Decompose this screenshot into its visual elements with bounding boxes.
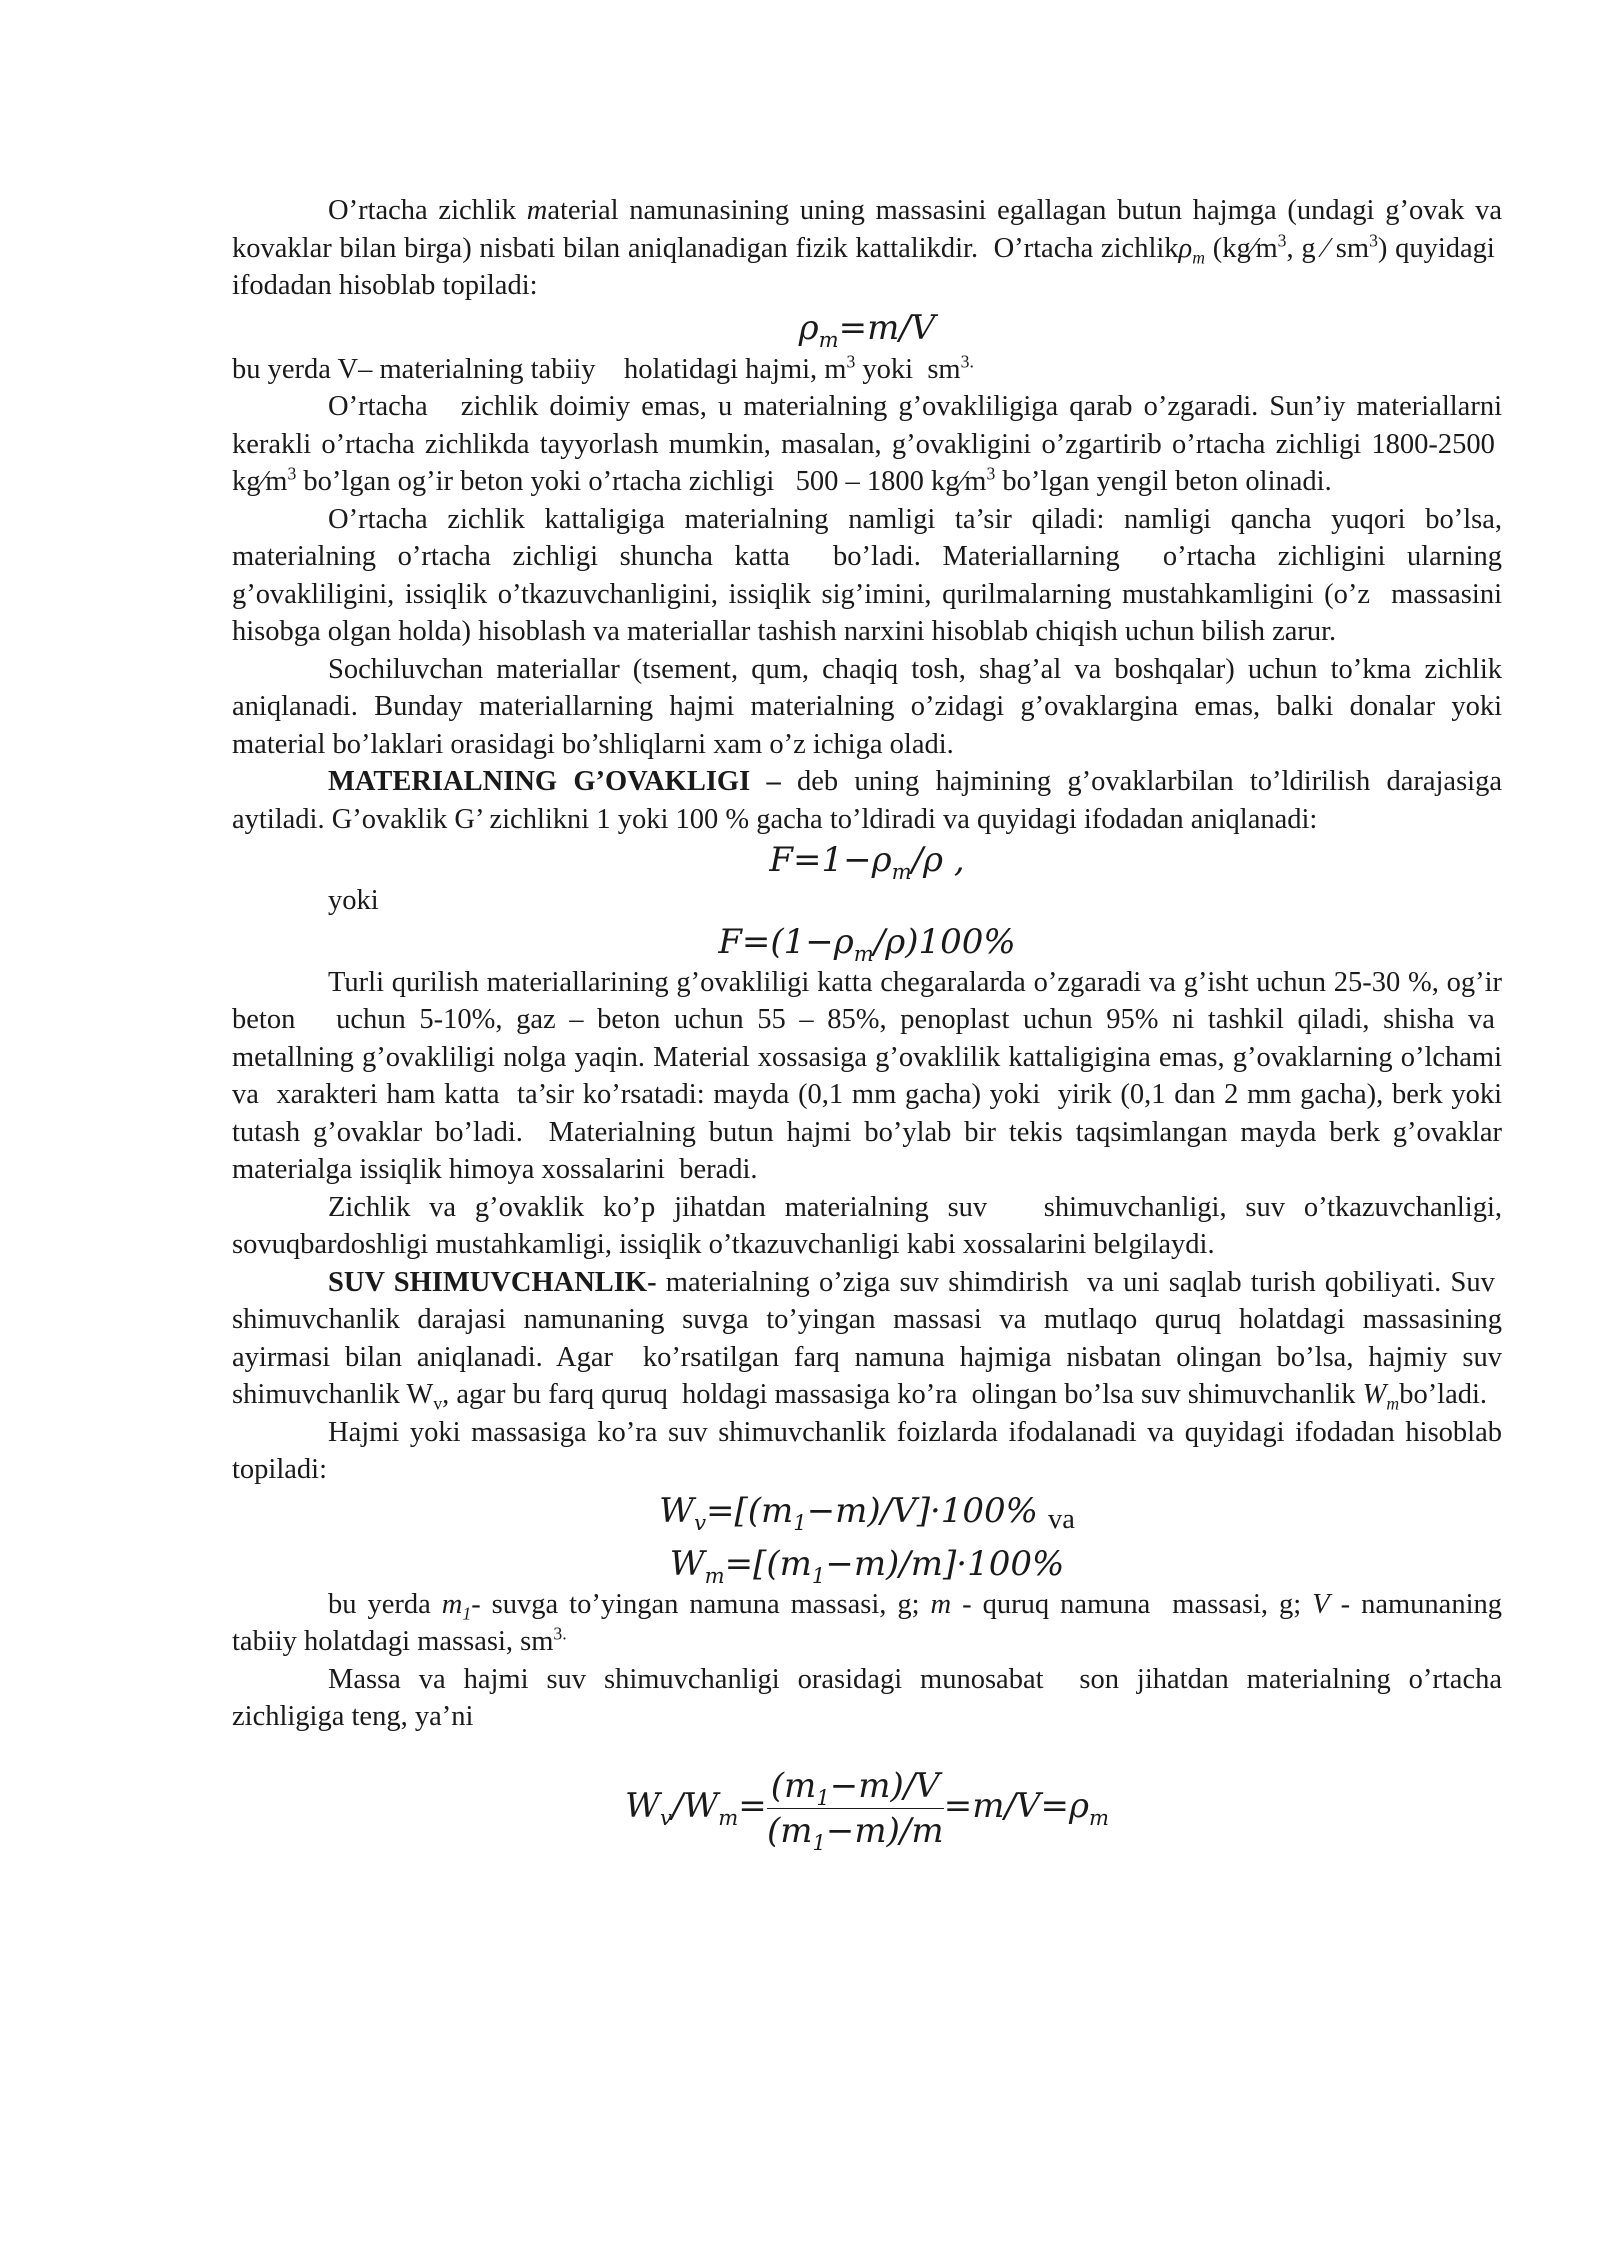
ratio-fraction [767, 1764, 944, 1853]
paragraph-variables-note: bu yerda $m_1-$ suvga to’yingan namuna massasi, g; m - quruq namuna massasi, g; V - namunaning tabiiy holatdagi massasi, $sm^{3.}$ [232, 1588, 1502, 1657]
paragraph-moisture-effect: O’rtacha zichlik kattaligiga materialning namligi ta’sir qiladi: namligi qancha yuqori bo’lsa, materialning o’rtacha zichligi shuncha katta bo’ladi. Materiallarning o’rtacha zichligini ularning g’ovakliligini, issiqlik o’tkazuvchanligini, issiqlik sig’imini, qurilmalarning mustahkamligini (o’z massasini hisobga olgan holda) hisoblash va materiallar tashish narxini hisoblab chiqish uchun bilish zarur. [232, 503, 1502, 647]
paragraph-bulk-density: Sochiluvchan materiallar (tsement, qum, chaqiq tosh, shag’al va boshqalar) uchun to’kma zichlik aniqlanadi. Bunday materiallarning hajmi materialning o’zidagi g’ovaklargina emas, balki donalar yoki material bo’laklari orasidagi bo’shliqlarni xam o’z ichiga oladi. [232, 653, 1502, 760]
paragraph-porosity-definition: MATERIALNING G’OVAKLIGI – deb uning hajmining g’ovaklarbilan to’ldirilish darajasiga aytiladi. G’ovaklik G’ zichlikni 1 yoki 100 % gacha to’ldiradi va quyidagi ifodadan aniqlanadi: [232, 766, 1502, 835]
paragraph-water-absorption-percent: Hajmi yoki massasiga ko’ra suv shimuvchanlik foizlarda ifodalanadi va quyidagi ifodadan hisoblab topiladi: [232, 1416, 1502, 1485]
formula-porosity-percent: $F=(1-\rho_m/\rho)100\%$ [718, 921, 1016, 966]
paragraph-porosity-ranges: Turli qurilish materiallarining g’ovakliligi katta chegaralarda o’zgaradi va g’isht uchun 25-30 %, og’ir beton uchun 5-10%, gaz – beton uchun 55 – 85%, penoplast uchun 95% ni tashkil qiladi, shisha va metallning g’ovakliligi nolga yaqin. Material xossasiga g’ovaklilik kattaligigina emas, g’ovaklarning o’lchami va xarakteri ham katta ta’sir ko’rsatadi: mayda (0,1 mm gacha) yoki yirik (0,1 dan 2 mm gacha), berk yoki tutash g’ovaklar bo’ladi. Materialning butun hajmi bo’ylab bir tekis taqsimlangan mayda berk g’ovaklar materialga issiqlik himoya xossalarini beradi. [232, 966, 1502, 1185]
formula-absorption-ratio [232, 1764, 1502, 1864]
paragraph-average-density-definition: O’rtacha zichlik material namunasining uning massasini egallagan butun hajmga (undagi g’ovak va kovaklar bilan birga) nisbati bilan aniqlanadigan fizik kattalikdir. O’rtacha zichlikρ$_m$ ($kg⁄m^3$, g ⁄ $sm^3$) quyidagi ifodadan hisoblab topiladi: [232, 195, 1502, 301]
paragraph-ratio-intro: Massa va hajmi suv shimuvchanligi orasidagi munosabat son jihatdan materialning o’rtacha zichligiga teng, ya’ni [232, 1663, 1502, 1732]
ratio-right: $=m/V=\rho_m$ [943, 1786, 1109, 1830]
formula-wv-suffix: va [1047, 1503, 1075, 1535]
ratio-numerator: $(m_1-m)/V$ [767, 1764, 944, 1809]
document-body [232, 192, 1502, 1864]
formula-average-density: $\rho_m=m/V$ [798, 307, 936, 352]
formula-mass-absorption: $W_m=[(m_1-m)/m]\cdot 100\%$ [669, 1543, 1065, 1588]
formula-wv-expression: $W_v=[(m_1-m)/V]\cdot 100\%$ [659, 1490, 1038, 1535]
paragraph-volume-note: bu yerda V– materialning tabiiy holatidagi hajmi, $m^3$ yoki $sm^{3.}$ [232, 351, 974, 385]
formula-volume-absorption [232, 1489, 1502, 1542]
formula-porosity-fraction: $F=1-\rho_m/\rho$ , [769, 840, 965, 884]
ratio-denominator: $(m_1-m)/m$ [766, 1810, 944, 1855]
paragraph-water-absorption-definition: SUV SHIMUVCHANLIK- materialning o’ziga suv shimdirish va uni saqlab turish qobiliyati. Suv shimuvchanlik darajasi namunaning suvga to’yingan massasi va mutlaqo quruq holatdagi massasining ayirmasi bilan aniqlanadi. Agar ko’rsatilgan farq namuna hajmiga nisbatan olingan bo’lsa, hajmiy suv shimuvchanlik $W_v$, agar bu farq quruq holdagi massasiga ko’ra olingan bo’lsa suv shimuvchanlik $W_mbo’ladi$. [232, 1266, 1502, 1414]
word-yoki: yoki [328, 885, 379, 916]
paragraph-density-variation: O’rtacha zichlik doimiy emas, u materialning g’ovakliligiga qarab o’zgaradi. Sun’iy materiallarni kerakli o’rtacha zichlikda tayyorlash mumkin, masalan, g’ovakligini o’zgartirib o’rtacha zichligi 1800-2500 $kg⁄m^3$ bo’lgan og’ir beton yoki o’rtacha zichligi 500 – 1800 $kg⁄m^3$ bo’lgan yengil beton olinadi. [232, 391, 1502, 497]
paragraph-density-porosity-properties: Zichlik va g’ovaklik ko’p jihatdan materialning suv shimuvchanligi, suv o’tkazuvchanligi, sovuqbardoshligi mustahkamligi, issiqlik o’tkazuvchanligi kabi xossalarini belgilaydi. [232, 1191, 1502, 1260]
ratio-left: $W_v/W_m=$ [625, 1786, 767, 1830]
